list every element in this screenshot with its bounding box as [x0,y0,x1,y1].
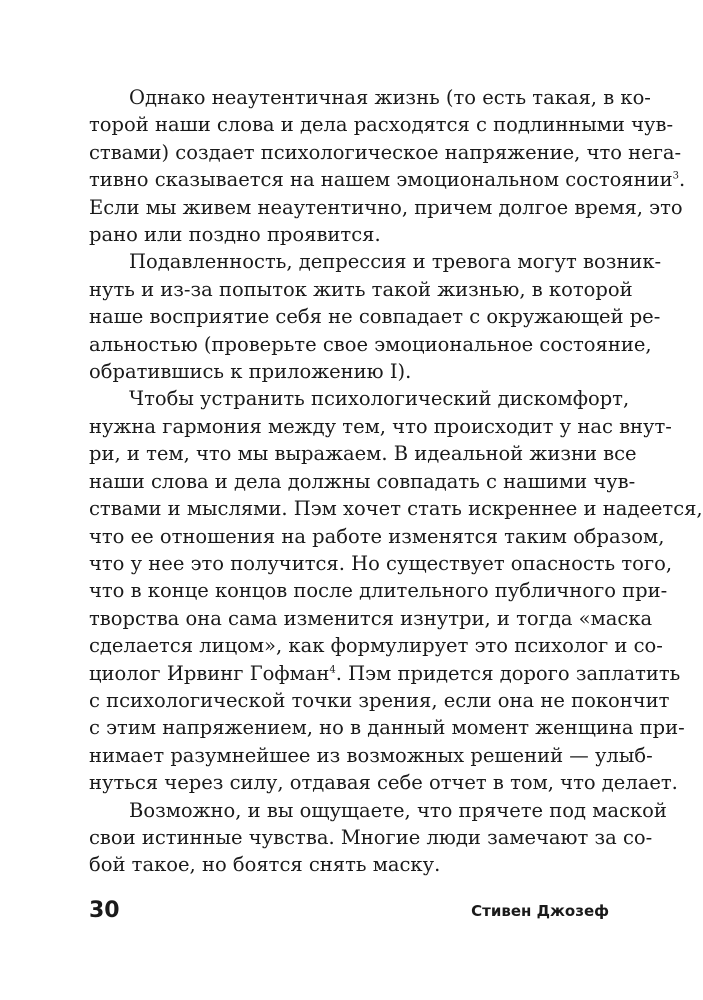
text-line: обратившись к приложению I). [89,360,412,384]
text-line: ри, и тем, что мы выражаем. В идеальной жизни все [89,442,637,466]
paragraph [89,385,703,796]
running-footer-author: Стивен Джозеф [471,902,609,920]
text-line: Подавленность, депрессия и тревога могут возник- [129,250,662,274]
text-fragment: . [679,168,686,192]
text-line: что ее отношения на работе изменятся таким образом, [89,524,665,548]
text-line: рано или поздно проявится. [89,223,381,247]
text-line [89,660,681,687]
page-body [89,84,703,879]
text-line: ствами и мыслями. Пэм хочет стать искреннее и надеется, [89,497,703,521]
text-line: с психологической точки зрения, если она не покончит [89,688,670,712]
text-fragment: . Пэм придется дорого заплатить [335,661,681,685]
paragraph [89,248,662,385]
text-line: нуть и из-за попыток жить такой жизнью, в которой [89,277,633,301]
paragraph [89,84,686,248]
text-line: нуться через силу, отдавая себе отчет в том, что делает. [89,771,678,795]
page-number: 30 [89,898,120,923]
paragraph [89,797,667,879]
footnote-reference[interactable]: 3 [672,170,680,182]
page-footer [89,898,609,928]
text-fragment: циолог Ирвинг Гофман [89,661,330,685]
text-line: Чтобы устранить психологический дискомфорт, [129,387,630,411]
text-line: творства она сама изменится изнутри, и тогда «маска [89,606,653,630]
text-line: что у нее это получится. Но существует опасность того, [89,551,673,575]
text-line: нимает разумнейшее из возможных решений — улыб- [89,743,653,767]
text-line: что в конце концов после длительного публичного при- [89,579,668,603]
text-line: с этим напряжением, но в данный момент женщина при- [89,716,685,740]
text-line: бой такое, но боятся снять маску. [89,853,441,877]
text-line: ствами) создает психологическое напряжение, что нега- [89,140,682,164]
text-line: торой наши слова и дела расходятся с подлинными чув- [89,113,674,137]
text-line: Однако неаутентичная жизнь (то есть такая, в ко- [129,86,651,109]
text-line: сделается лицом», как формулирует это психолог и со- [89,634,663,658]
text-line: нужна гармония между тем, что происходит у нас внут- [89,414,672,438]
text-fragment: тивно сказывается на нашем эмоциональном состоянии [89,168,673,192]
text-line: альностью (проверьте свое эмоциональное состояние, [89,332,652,356]
text-line [89,166,686,193]
text-line: наше восприятие себя не совпадает с окружающей ре- [89,305,661,329]
text-line: Возможно, и вы ощущаете, что прячете под маской [129,798,667,822]
text-line: наши слова и дела должны совпадать с нашими чув- [89,469,636,493]
text-line: свои истинные чувства. Многие люди замечают за со- [89,825,653,849]
text-line: Если мы живем неаутентично, причем долгое время, это [89,195,683,219]
footnote-reference[interactable]: 4 [329,664,336,676]
